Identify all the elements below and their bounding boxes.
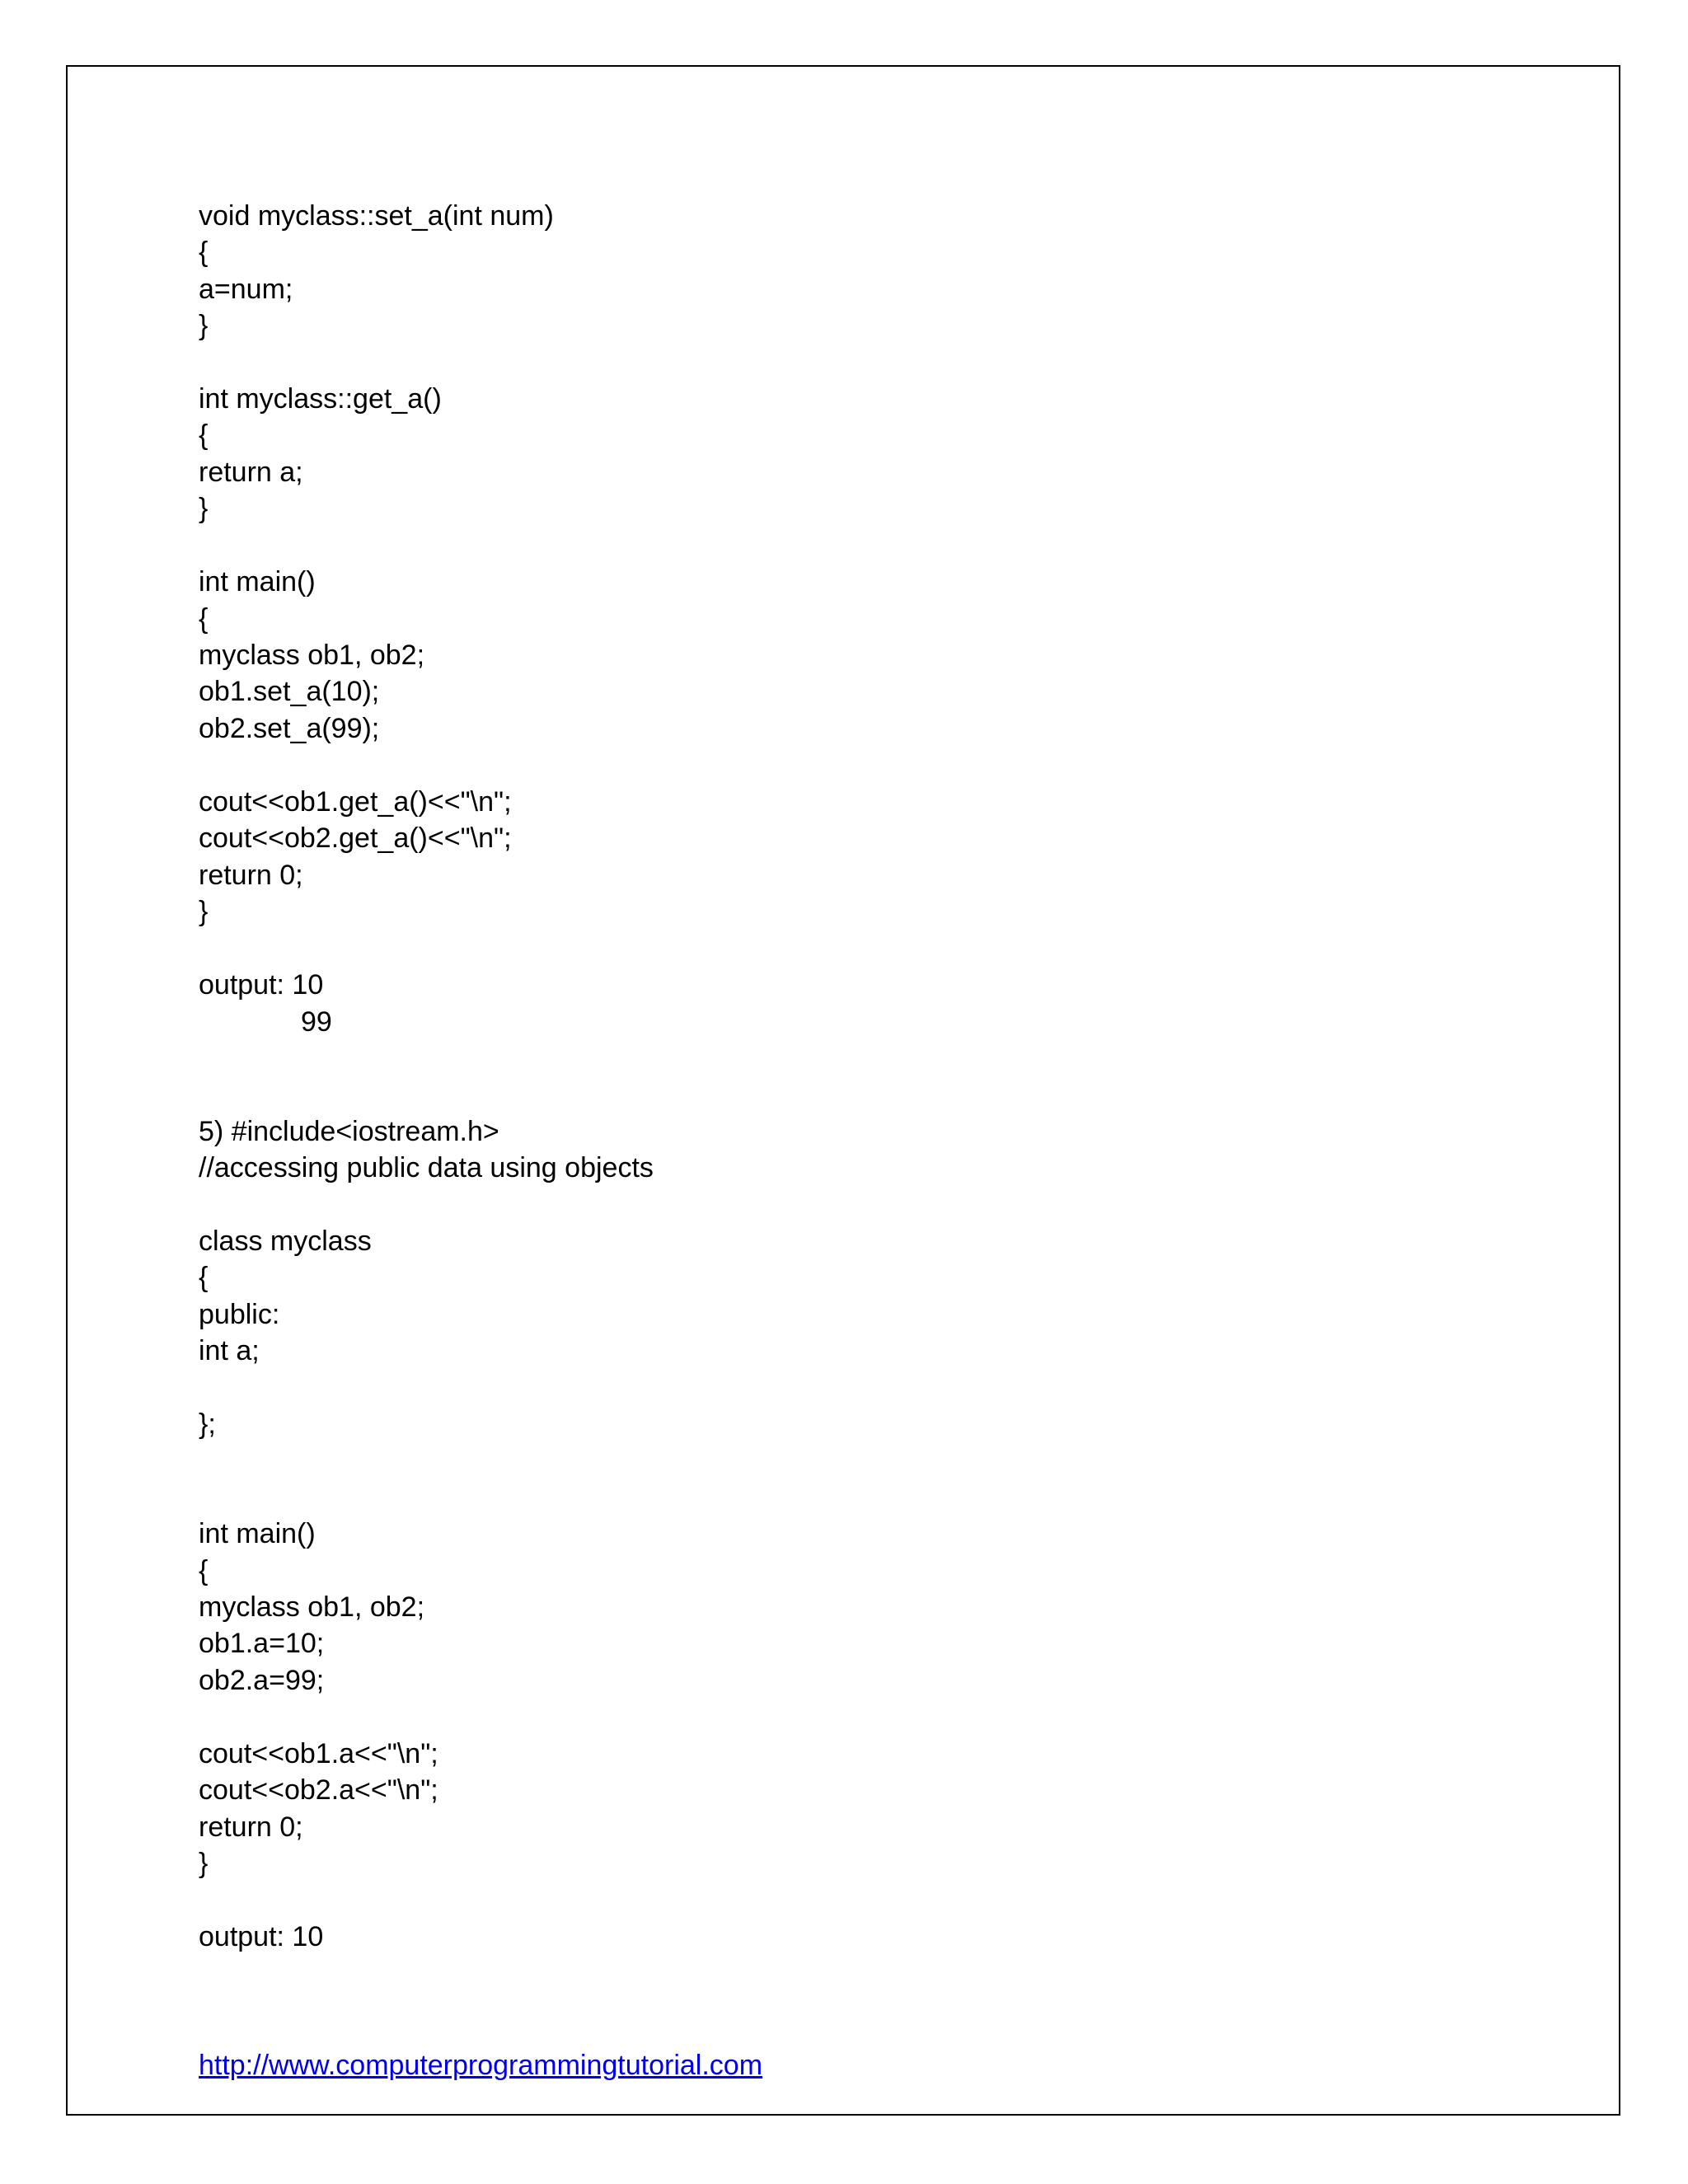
code-line: public: xyxy=(199,1299,280,1330)
code-line: class myclass xyxy=(199,1226,372,1257)
code-line: ob2.set_a(99); xyxy=(199,713,380,744)
code-line: void myclass::set_a(int num) xyxy=(199,200,554,232)
code-line: a=num; xyxy=(199,274,293,305)
section-heading: 5) #include<iostream.h> xyxy=(199,1116,499,1147)
code-line: cout<<ob2.a<<"\n"; xyxy=(199,1774,438,1806)
code-line: ob1.set_a(10); xyxy=(199,676,380,707)
output-value: 99 xyxy=(301,1006,332,1038)
code-line: { xyxy=(199,603,209,635)
code-line: int main() xyxy=(199,566,316,598)
code-line: int main() xyxy=(199,1518,316,1549)
output-label: output: 10 xyxy=(199,969,324,1001)
code-line: ob2.a=99; xyxy=(199,1665,325,1696)
footer-website-link[interactable]: http://www.computerprogrammingtutorial.com xyxy=(199,2050,763,2081)
code-line: } xyxy=(199,493,209,524)
output-label: output: 10 xyxy=(199,1921,324,1952)
code-line: { xyxy=(199,1555,209,1586)
code-line: cout<<ob1.get_a()<<"\n"; xyxy=(199,786,512,818)
code-comment: //accessing public data using objects xyxy=(199,1152,654,1183)
code-line: return a; xyxy=(199,457,303,488)
code-line: { xyxy=(199,1262,209,1293)
code-line: } xyxy=(199,896,209,927)
code-line: int myclass::get_a() xyxy=(199,383,442,415)
code-line: cout<<ob2.get_a()<<"\n"; xyxy=(199,823,512,854)
code-line: { xyxy=(199,419,209,451)
code-line: int a; xyxy=(199,1335,260,1366)
code-line: }; xyxy=(199,1408,216,1440)
code-line: myclass ob1, ob2; xyxy=(199,640,425,671)
code-line: } xyxy=(199,1848,209,1879)
code-line: return 0; xyxy=(199,1811,303,1843)
code-line: } xyxy=(199,310,209,341)
code-line: myclass ob1, ob2; xyxy=(199,1591,425,1623)
code-line: ob1.a=10; xyxy=(199,1628,325,1659)
code-line: cout<<ob1.a<<"\n"; xyxy=(199,1738,438,1769)
code-line: return 0; xyxy=(199,860,303,891)
code-line: { xyxy=(199,237,209,268)
